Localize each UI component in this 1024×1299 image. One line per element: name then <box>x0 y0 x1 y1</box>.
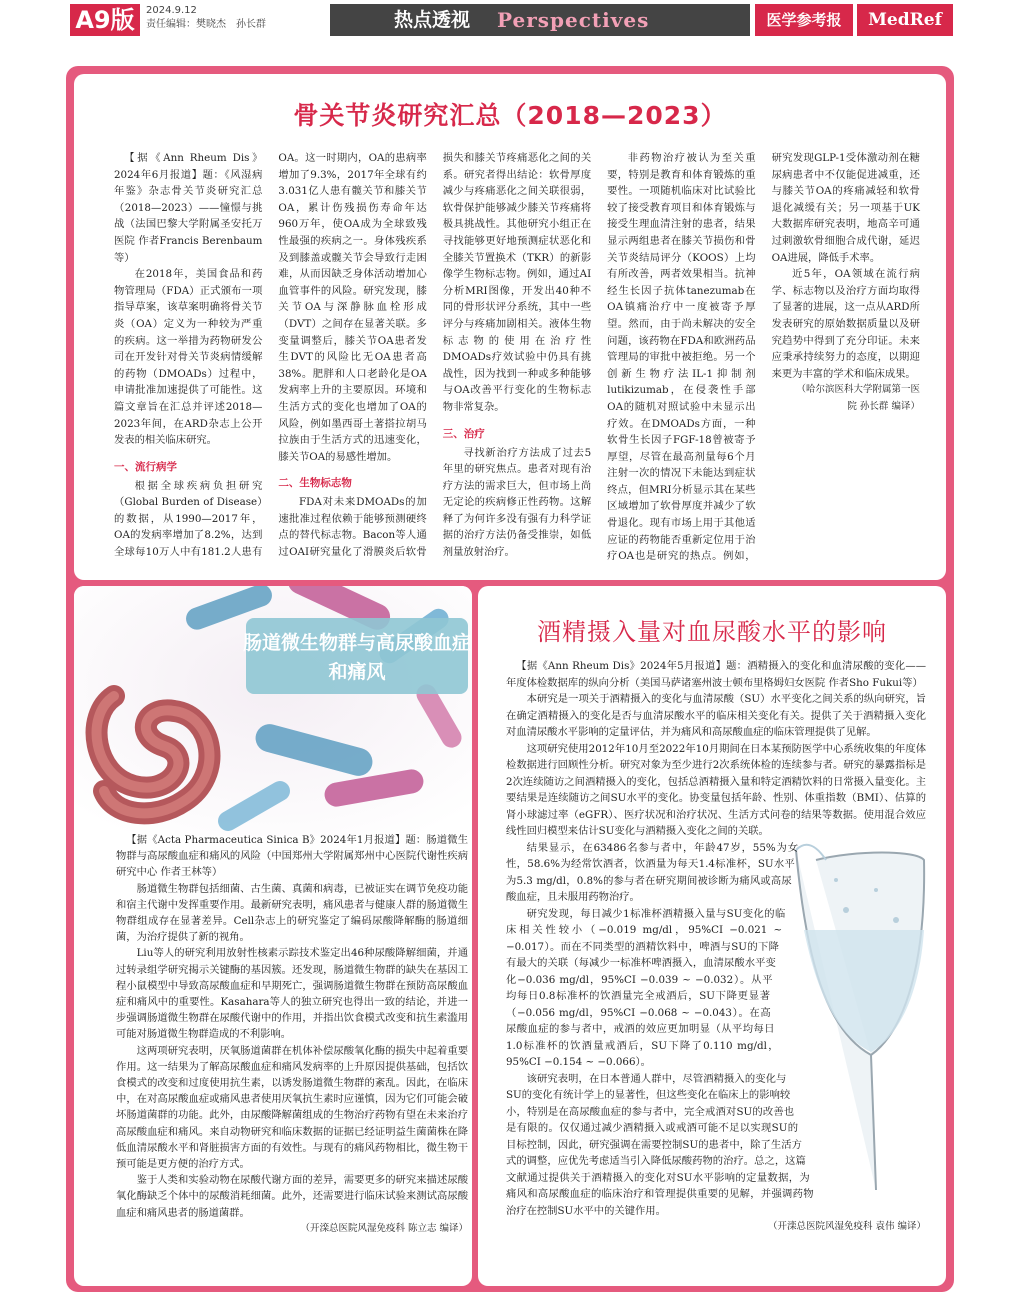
edition-label: A9版 <box>70 4 140 36</box>
paragraph: 鉴于人类和实验动物在尿酸代谢方面的差异，需要更多的研究来描述尿酸氧化酶缺乏个体中的尿酸消耗细菌。此外，还需要进行临床试验来测试高尿酸血症和痛风患者的肠道菌群。 <box>116 1174 468 1219</box>
article-alcohol-uric-acid <box>478 586 946 1286</box>
article-body <box>506 658 926 1278</box>
article-signature: （哈尔滨医科大学附属第一医院 孙长群 编译） <box>796 384 920 412</box>
section-band <box>330 4 750 36</box>
paragraph: 非药物治疗被认为至关重要，特别是教育和体育锻炼的重要性。一项随机临床对比试验比较了接受教育项目和体育锻炼与接受生理血清注射的患者，结果显示两组患者在膝关节损伤和骨关节炎结局评分（KOOS）上均有所改善，两者效果相当。抗神经生长因子抗体tanezumab在OA镇痛治疗中一度被寄予厚望。然而，由于尚未解决的安全问题，该药物在FDA和欧洲药品管理局的审批中被拒绝。另一个创新生物疗法IL-1抑制剂lutikizumab，在侵袭性手部OA的随机对照试验中未显示出疗效。在DMOADs方面，一种软骨生长因子FGF-18曾被寄予厚望，尽管在最高剂量每6个月注射一次的情况下未能达到症状终点，但MRI分析显示其在某些区域增加了软骨厚度并减少了软骨退化。现有市场上用于其他适应证的药物能否重新定位用于治疗OA也是研究的热点。例如，研究发现GLP-1受体激动剂在糖尿病患者中不仅能促进减重，还与膝关节OA的疼痛减轻和软骨退化减缓有关；另一项基于UK大数据库研究表明，地高辛可通过刺激软骨细胞合成代谢，延迟OA进展，降低手术率。 <box>607 152 920 563</box>
brand-zh: 医学参考报 <box>755 4 853 36</box>
article-source: 【据《Acta Pharmaceutica Sinica B》2024年1月报道】题：肠道微生物群与高尿酸血症和痛风的风险（中国郑州大学附属郑州中心医院代谢性疾病研究中心 作者王林等） <box>116 834 468 879</box>
paragraph: 在2018年，美国食品和药物管理局（FDA）正式颁布一项指导草案，该草案明确将骨关节炎（OA）定义为一种较为严重的疾病。这一举措为药物研发公司在开发针对骨关节炎病情缓解的药物（DMOADs）过程中，申请批准加速提供了可能性。这篇文章旨在汇总并评述2018—2023年间，在ARD杂志上公开发表的相关临床研究。 <box>114 268 263 447</box>
paragraph: 结果显示，在63486名参与者中，年龄47岁，55%为女性，58.6%为经常饮酒者，饮酒量为每天1.4标准杯，SU水平为5.3 mg/dl，0.8%的参与者在研究期间被诊断为痛风或高尿酸血症，且未服用药物治疗。 <box>506 841 799 903</box>
paragraph: 寻找新治疗方法成了过去5年里的研究焦点。患者对现有治疗方法的需求巨大，但市场上尚无定论的疾病修正性药物。这解释了为何许多没有强有力科学证据的治疗方法仍备受推崇，如低剂量放射治疗。 <box>442 446 592 559</box>
header-meta <box>146 4 266 32</box>
article-body <box>116 832 468 1282</box>
bacteria-illustration <box>74 586 472 836</box>
article-osteoarthritis <box>74 74 946 580</box>
paragraph: Liu等人的研究利用放射性核素示踪技术鉴定出46种尿酸降解细菌，并通过转录组学研究揭示关键酶的基因簇。还发现，肠道微生物群的缺失在基因工程小鼠模型中导致高尿酸血症和早期死亡，强调肠道微生物群在预防高尿酸血症和痛风中的重要性。Kasahara等人的独立研究也得出一致的结论，并进一步强调肠道微生物群在尿酸代谢中的作用，并指出饮食模式改变和抗生素滥用可能对肠道微生物群造成的不利影响。 <box>116 947 468 1041</box>
paragraph: 研究发现，每日减少1标准杯酒精摄入量与SU变化的临床相关性较小（−0.019 mg/dl，95%CI −0.021 ~ −0.017）。而在不同类型的酒精饮料中，啤酒与SU的下降有最大的关联（每减少一标准杯啤酒摄入，血清尿酸水平变化−0.036 mg/dl，95%CI −0.039 ~ −0.032）。从平均每日0.8标准杯的饮酒量完全戒酒后，SU下降更显著（−0.056 mg/dl，95%CI −0.068 ~ −0.043）。在高尿酸血症的参与者中，戒酒的效应更加明显（从平均每日1.0标准杯的饮酒量戒酒后，SU下降了0.110 mg/dl，95%CI −0.154 ~ −0.066）。 <box>506 907 786 1068</box>
article-gut-microbiota <box>74 586 472 1286</box>
brand-en: MedRef <box>857 4 953 36</box>
section-heading: 三、治疗 <box>442 427 485 440</box>
article-title: 骨关节炎研究汇总（2018—2023） <box>293 101 727 130</box>
article-body <box>114 150 920 570</box>
paragraph: 近5年，OA领域在流行病学、标志物以及治疗方面均取得了显著的进展，这一点从ARD所发表研究的原始数据质量以及研究趋势中得到了充分印证。未来应秉承持续努力的态度，以期迎来更为丰富的学术和临床成果。 <box>771 268 920 380</box>
section-title-zh: 热点透视 <box>394 9 471 31</box>
page-header <box>0 0 1024 40</box>
article-title-line1: 肠道微生物群与高尿酸血症 <box>242 632 472 654</box>
editors: 责任编辑：樊晓杰 孙长群 <box>146 19 266 30</box>
article-title: 酒精摄入量对血尿酸水平的影响 <box>537 618 887 646</box>
article-signature: （开滦总医院风湿免疫科 袁伟 编译） <box>767 1221 926 1232</box>
paragraph: 肠道微生物群包括细菌、古生菌、真菌和病毒，已被证实在调节免疫功能和宿主代谢中发挥重要作用。最新研究表明，痛风患者与健康人群的肠道微生物群组成存在显著差异。Cell杂志上的研究鉴定了编码尿酸降解酶的肠道细菌，为治疗提供了新的视角。 <box>116 882 468 944</box>
paragraph: 该研究表明，在日本普通人群中，尽管酒精摄入的变化与SU的变化有统计学上的显著性，但这些变化在临床上的影响较小，特别是在高尿酸血症的参与者中，完全戒酒对SU的改善也是有限的。仅仅通过减少酒精摄入或戒酒可能不足以实现SU的目标控制，因此，研究强调在需要控制SU的患者中，除了生活方式的调整，应优先考虑适当引入降低尿酸药物的治疗。总之，这篇文献通过提供关于酒精摄入的变化对SU水平影响的定量数据，为痛风和高尿酸血症的临床治疗和管理提供重要的见解，并强调药物治疗在控制SU水平中的关键作用。 <box>506 1072 814 1217</box>
article-signature: （开滦总医院风湿免疫科 陈立志 编译） <box>300 1222 468 1234</box>
paragraph: 这两项研究表明，厌氧肠道菌群在机体补偿尿酸氧化酶的损失中起着重要作用。这一结果为了解高尿酸血症和痛风发病率的上升原因提供基础，包括饮食模式的改变和过度使用抗生素，以诱发肠道微生物群的紊乱。因此，在临床中，在对高尿酸血症或痛风患者使用厌氧抗生素时应谨慎，因为它们可能会破坏肠道菌群的功能。此外，由尿酸降解菌组成的生物治疗药物有望在未来治疗高尿酸血症和痛风。来自动物研究和临床数据的证据已经证明益生菌菌株在降低血清尿酸水平和肾脏损害方面的有效性。与现有的痛风药物相比，微生物干预可能是更方便的治疗方式。 <box>116 1044 468 1171</box>
paragraph: 这项研究使用2012年10月至2022年10月期间在日本某预防医学中心系统收集的年度体检数据进行回顾性分析。研究对象为至少进行2次系统体检的连续参与者。研究的暴露指标是2次连续随访之间酒精摄入的变化，包括总酒精摄入量和特定酒精饮料的日常摄入量变化。主要结果是连续随访之间SU水平的变化。协变量包括年龄、性别、体重指数（BMI）、估算的肾小球滤过率（eGFR）、医疗状况和治疗状况、生活方式问卷的结果等数据。使用混合效应线性回归模型来估计SU变化与酒精摄入变化之间的关联。 <box>506 742 926 837</box>
article-source: 【据《Ann Rheum Dis》2024年6月报道】题：《风湿病年鉴》杂志骨关节炎研究汇总（2018—2023）——憧憬与挑战（法国巴黎大学附属圣安托万医院 作者Francis Berenbaum等） <box>114 152 263 264</box>
article-source: 【据《Ann Rheum Dis》2024年5月报道】题：酒精摄入的变化和血清尿酸的变化——年度体检数据库的纵向分析（美国马萨诸塞州波士顿布里格姆妇女医院 作者Sho Fukui等） <box>506 660 926 689</box>
section-heading: 一、流行病学 <box>114 460 177 473</box>
paragraph: 根据全球疾病负担研究（Global Burden of Disease）的数据，从1990—2017年，OA的发病率增加了8.2%，达到全球每10万人中有181.2人患有OA。这一时期内，OA的患病率增加了9.3%，2017年全球有约3.031亿人患有髋关节和膝关节OA，累计伤残损伤寿命年达960万年，使OA成为全球致残性最强的疾病之一。身体残疾系及到膝盖或髋关节会导致行走困难，从而因缺乏身体活动增加心血管事件的风险。研究发现，膝关节OA与深静脉血栓形成（DVT）之间存在显著关联。多变量调整后，膝关节OA患者发生DVT的风险比无OA患者高38%。肥胖和人口老龄化是OA发病率上升的主要原因。环境和生活方式的变化也增加了OA的风险，例如墨西哥土著搭拉胡马拉族由于生活方式的迅速变化，膝关节OA的易感性增加。 <box>114 152 427 559</box>
section-title-en: Perspectives <box>497 8 650 32</box>
article-title-line2: 和痛风 <box>328 661 386 683</box>
paragraph: 本研究是一项关于酒精摄入的变化与血清尿酸（SU）水平变化之间关系的纵向研究，旨在确定酒精摄入的变化是否与血清尿酸水平的临床相关变化有关。提供了关于酒精摄入变化对血清尿酸水平影响的定量评估，并为痛风和高尿酸血症的临床管理提供了见解。 <box>506 693 926 738</box>
issue-date: 2024.9.12 <box>146 5 197 16</box>
section-heading: 二、生物标志物 <box>278 477 352 490</box>
paragraph: FDA对未来DMOADs的加速批准过程依赖于能够预测硬终点的替代标志物。Bacon等人通过OAI研究量化了滑膜炎后软骨损失和膝关节疼痛恶化之间的关系。研究者得出结论：软骨厚度减少与疼痛恶化之间关联很弱，软骨保护能够减少膝关节疼痛将极具挑战性。其他研究小组正在寻找能够更好地预测症状恶化和全膝关节置换术（TKR）的新影像学生物标志物。例如，通过AI分析MRI图像，开发出40种不同的骨形状评分系统，其中一些评分与疼痛加剧相关。液体生物标志物的使用在治疗性DMOADs疗效试验中仍具有挑战性，因为找到一种或多种能够与OA改善平行变化的生物标志物非常复杂。 <box>278 152 592 559</box>
